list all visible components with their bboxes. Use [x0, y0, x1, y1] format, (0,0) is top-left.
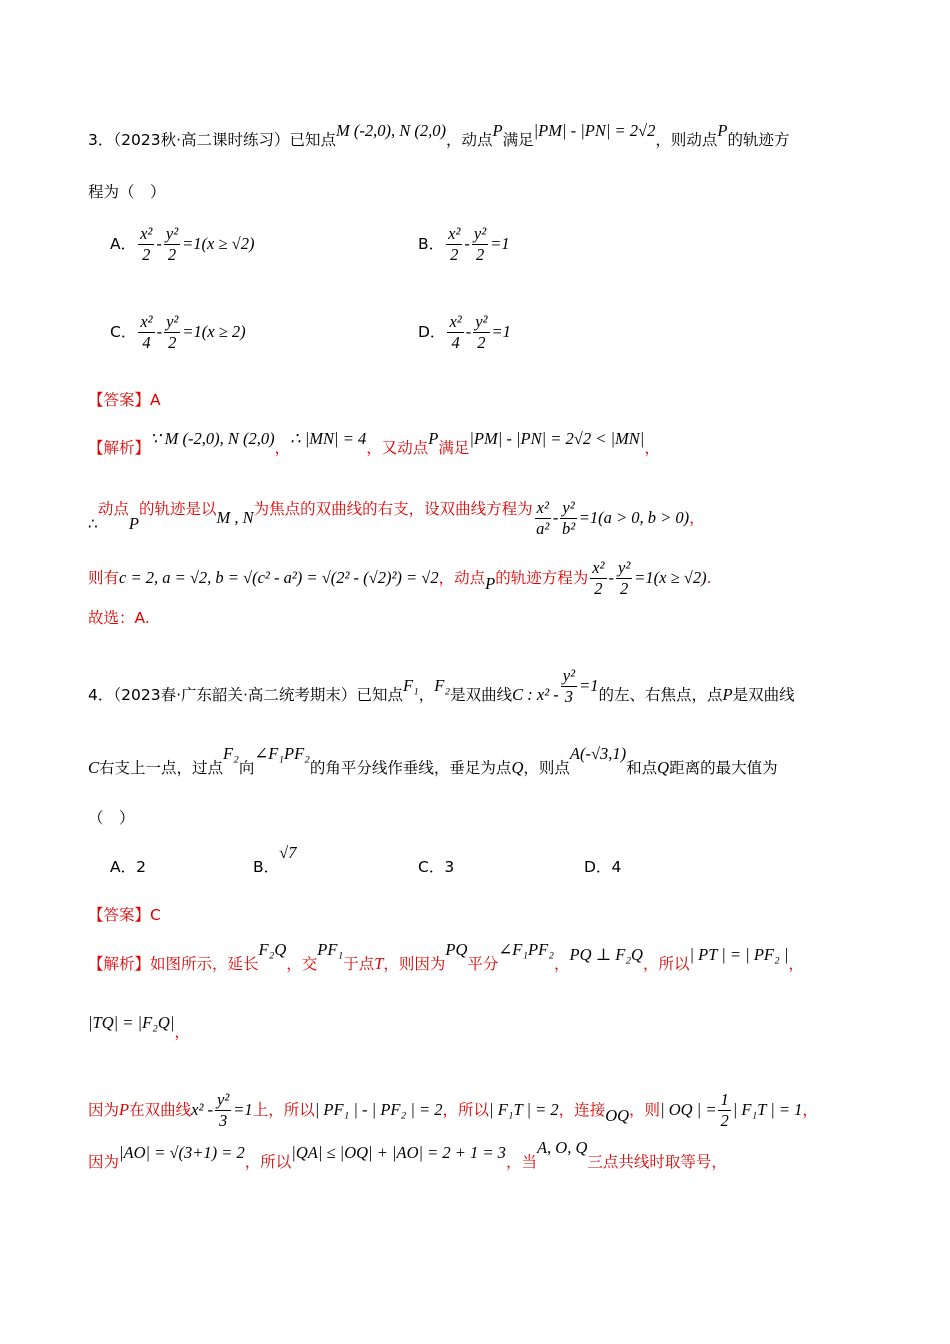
- q4-source: （2023春·广东韶关·高二统考期末）: [113, 686, 357, 704]
- fraction: $\frac{\text{y²}}{2}$: [165, 224, 179, 264]
- fraction: $\frac{\text{x²}}{4}$: [449, 312, 462, 352]
- q3-point-p: P: [492, 121, 503, 140]
- q3-option-d[interactable]: D． $\frac{\text{x²}}{4}$ - $\frac{\text{y²}}{2}$ =1: [418, 312, 511, 352]
- fraction: $\frac{\text{x²}}{\text{a²}}$: [536, 498, 550, 538]
- q4-answer: 【答案】C: [88, 906, 161, 924]
- q3-solution-line2: ∴动点P的轨迹是以M , N为焦点的双曲线的右支，设双曲线方程为 $\frac{\text{x²}}{\text{a²}}$ - $\frac{\text{y²}}{\text{b²}}$ =1(a > 0, b > 0)，: [88, 498, 705, 538]
- q3-option-b[interactable]: B． $\frac{\text{x²}}{2}$ - $\frac{\text{y²}}{2}$ =1: [418, 224, 510, 264]
- option-label: B．: [418, 235, 445, 253]
- fraction: $\frac{\text{y²}}{2}$: [473, 224, 487, 264]
- q4-solution-line2: |TQ| = |F₂Q|，: [88, 1013, 190, 1041]
- math: ∴ |MN| = 4: [290, 429, 367, 448]
- q3-condition: |PM| - |PN| = 2√2: [533, 121, 656, 140]
- q4-solution-line4: 因为|AO| = √(3+1) = 2，所以|QA| ≤ |OQ| + |AO| = 2 + 1 = 3，当A, O, Q三点共线时取等号，: [88, 1138, 727, 1171]
- fraction: $\frac{1}{2}$: [720, 1090, 729, 1130]
- q4-solution-line3: 因为P在双曲线x² - $\frac{\text{y²}}{3}$ =1上，所以| PF₁ | - | PF₂ | = 2，所以| F₁T | = 2，连接OQ，则| OQ | = $\frac{1}{2}$ | F₁T | = 1，: [88, 1090, 818, 1130]
- math: c = 2, a = √2, b = √(c² - a²) = √(2² - (√2)²) = √2: [119, 568, 439, 587]
- solution-label: 【解析】: [88, 439, 151, 457]
- q4-stem-line2: C右支上一点，过点F₂向∠F₁PF₂的角平分线作垂线，垂足为点Q，则点A(-√3,1)和点Q距离的最大值为: [88, 744, 778, 777]
- math: |PM| - |PN| = 2√2 < |MN|: [469, 429, 645, 448]
- fraction: $\frac{\text{y²}}{\text{b²}}$: [561, 498, 576, 538]
- fraction: $\frac{\text{y²}}{3}$: [562, 666, 576, 706]
- math: ∵ M (-2,0), N (2,0): [150, 429, 275, 448]
- q4-solution-line1: 【解析】如图所示，延长F₂Q，交PF₁于点T，则因为PQ平分∠F₁PF₂，PQ ⊥ F₂Q，所以| PT | = | PF₂ |，: [88, 940, 804, 973]
- q4-option-d[interactable]: D．4: [584, 858, 622, 876]
- fraction: $\frac{\text{y²}}{2}$: [618, 558, 631, 598]
- fraction: $\frac{\text{y²}}{2}$: [166, 312, 179, 352]
- fraction: $\frac{\text{x²}}{2}$: [140, 224, 153, 264]
- q3-points-mn: M (-2,0), N (2,0): [336, 121, 446, 140]
- q3-stem-line1: [88, 121, 862, 152]
- q4-number: 4．: [88, 686, 114, 704]
- q3-text: 满足: [502, 131, 534, 149]
- q3-text: ，动点: [446, 131, 493, 149]
- q4-stem-line1: 4．（2023春·广东韶关·高二统考期末）已知点F₁，F₂是双曲线C : x² - $\frac{\text{y²}}{3}$ =1的左、右焦点，点P是双曲线: [88, 666, 795, 706]
- math: P: [428, 429, 439, 448]
- q3-option-a[interactable]: A． $\frac{\text{x²}}{2}$ - $\frac{\text{y²}}{2}$ =1(x ≥ √2): [110, 224, 255, 264]
- q4-stem-line3: （ ）: [88, 809, 135, 827]
- q4-option-b[interactable]: B．√7: [253, 843, 297, 876]
- q3-solution-line1: 【解析】∵ M (-2,0), N (2,0)，∴ |MN| = 4，又动点P满足|PM| - |PN| = 2√2 < |MN|，: [88, 429, 660, 457]
- fraction: $\frac{\text{x²}}{4}$: [140, 312, 153, 352]
- q3-answer: 【答案】A: [88, 391, 161, 409]
- q3-solution-line3: 则有c = 2, a = √2, b = √(c² - a²) = √(2² - (√2)²) = √2，动点P的轨迹方程为 $\frac{\text{x²}}{2}$ - $\frac{\text{y²}}{2}$ =1(x ≥ √2).: [88, 558, 712, 598]
- q3-choose: 故选：A.: [88, 609, 150, 627]
- fraction: $\frac{\text{x²}}{2}$: [592, 558, 605, 598]
- fraction: $\frac{\text{y²}}{2}$: [475, 312, 488, 352]
- q4-option-a[interactable]: A．2: [110, 858, 146, 876]
- fraction: $\frac{\text{x²}}{2}$: [448, 224, 461, 264]
- q3-stem-line2: 程为（ ）: [88, 183, 166, 201]
- q3-text: 已知点: [289, 131, 337, 149]
- q3-source: （2023秋·高二课时练习）: [113, 131, 290, 149]
- option-label: A．: [110, 235, 137, 253]
- option-label: C．: [110, 323, 137, 341]
- fraction: $\frac{\text{y²}}{3}$: [217, 1090, 230, 1130]
- q3-point-p2: P: [717, 121, 728, 140]
- q4-option-c[interactable]: C．3: [418, 858, 455, 876]
- option-label: D．: [418, 323, 446, 341]
- q3-option-c[interactable]: C． $\frac{\text{x²}}{4}$ - $\frac{\text{y²}}{2}$ =1(x ≥ 2): [110, 312, 246, 352]
- q3-text: 的轨迹方: [727, 131, 790, 149]
- solution-label: 【解析】: [88, 955, 151, 973]
- q3-number: 3．: [88, 131, 114, 149]
- q3-text: ，则动点: [655, 131, 718, 149]
- therefore-symbol: ∴: [88, 515, 98, 533]
